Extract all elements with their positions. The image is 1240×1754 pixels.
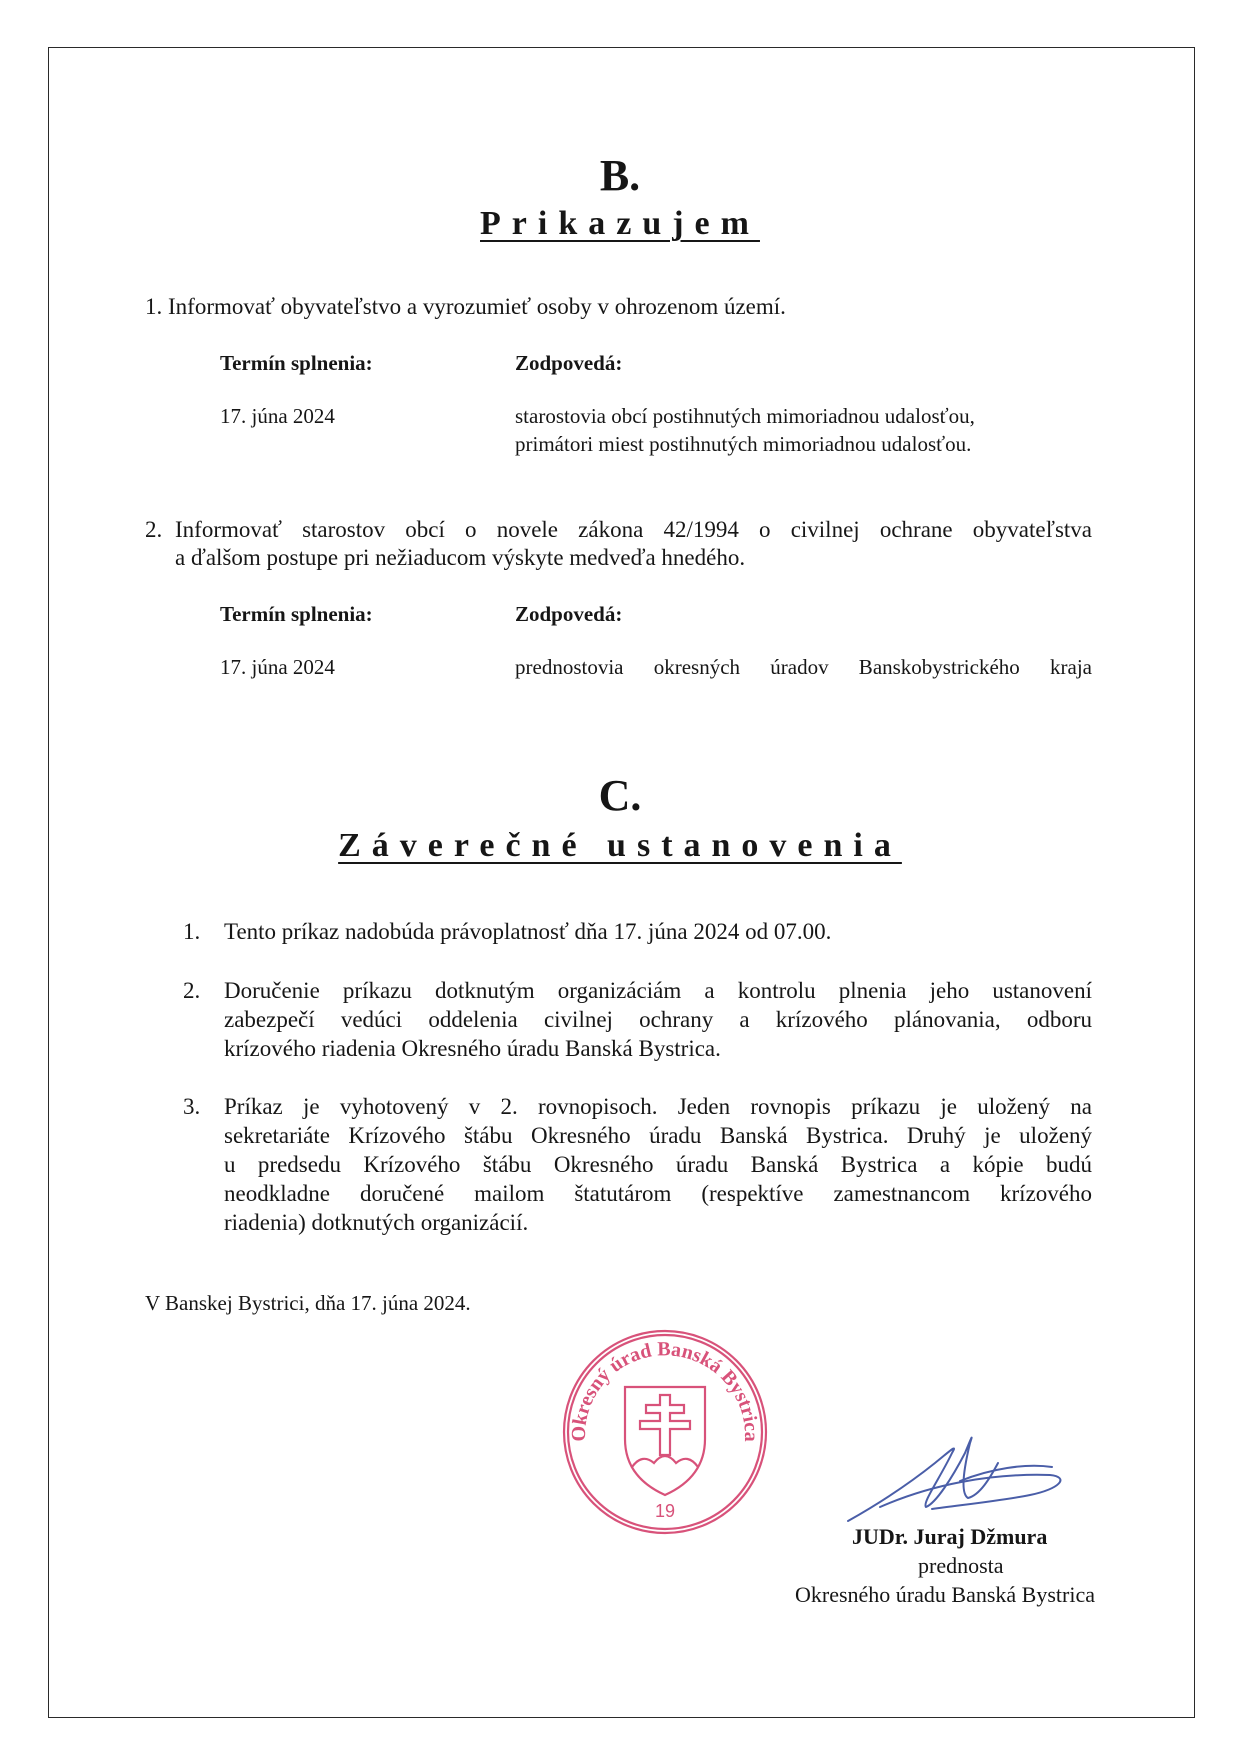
c-item-3-line-2: sekretariáte Krízového štábu Okresného úradu Banská Bystrica. Druhý je uložený xyxy=(224,1123,1092,1148)
b-item-1-responsible-line-2: primátori miest postihnutých mimoriadnou udalosťou. xyxy=(515,432,972,456)
c-item-3-number: 3. xyxy=(183,1094,201,1119)
b-item-1-deadline-label: Termín splnenia: xyxy=(220,351,373,375)
c-item-2-line-2: zabezpečí vedúci oddelenia civilnej ochrany a krízového plánovania, odboru xyxy=(224,1007,1092,1032)
place-date: V Banskej Bystrici, dňa 17. júna 2024. xyxy=(145,1291,471,1315)
b-item-2-responsible: prednostovia okresných úradov Banskobystrického kraja xyxy=(515,655,1092,679)
c-item-3-line-5: riadenia) dotknutých organizácií. xyxy=(224,1210,529,1235)
b-item-2-responsible-label: Zodpovedá: xyxy=(515,602,623,626)
c-item-3-line-4: neodkladne doručené mailom štatutárom (respektíve zamestnancom krízového xyxy=(224,1181,1092,1206)
b-item-1-responsible-line-1: starostovia obcí postihnutých mimoriadnou udalosťou, xyxy=(515,404,975,428)
svg-text:Okresný úrad Banská Bystrica xyxy=(568,1338,762,1442)
signatory-title: prednosta xyxy=(918,1553,1004,1578)
b-item-1-responsible-label: Zodpovedá: xyxy=(515,351,623,375)
c-item-3-line-3: u predsedu Krízového štábu Okresného úradu Banská Bystrica a kópie budú xyxy=(224,1152,1092,1177)
signatory-name: JUDr. Juraj Džmura xyxy=(852,1524,1048,1549)
b-item-2-deadline-label: Termín splnenia: xyxy=(220,602,373,626)
stamp-number: 19 xyxy=(654,1501,676,1521)
c-item-2-number: 2. xyxy=(183,978,201,1003)
section-b-title: Prikazujem xyxy=(480,205,760,242)
c-item-2-line-1: Doručenie príkazu dotknutým organizáciám a kontrolu plnenia jeho ustanovení xyxy=(224,978,1092,1003)
c-item-1-number: 1. xyxy=(183,919,201,944)
c-item-2-line-3: krízového riadenia Okresného úradu Banská Bystrica. xyxy=(224,1036,721,1061)
section-c-title: Záverečné ustanovenia xyxy=(338,827,902,864)
c-item-1-line-1: Tento príkaz nadobúda právoplatnosť dňa 17. júna 2024 od 07.00. xyxy=(224,919,832,944)
b-item-1-text: 1. Informovať obyvateľstvo a vyrozumieť osoby v ohrozenom území. xyxy=(145,294,786,319)
b-item-2-number: 2. xyxy=(145,517,163,542)
c-item-3-line-1: Príkaz je vyhotovený v 2. rovnopisoch. Jeden rovnopis príkazu je uložený na xyxy=(224,1094,1092,1119)
b-item-2-deadline: 17. júna 2024 xyxy=(220,655,335,679)
signatory-office: Okresného úradu Banská Bystrica xyxy=(795,1582,1095,1607)
section-b-letter: B. xyxy=(599,151,641,200)
official-stamp xyxy=(560,1327,770,1537)
section-c-letter: C. xyxy=(598,771,642,820)
b-item-1-deadline: 17. júna 2024 xyxy=(220,404,335,428)
b-item-2-text-line-2: a ďalšom postupe pri nežiaducom výskyte medveďa hnedého. xyxy=(175,545,746,570)
stamp-text: Okresný úrad Banská Bystrica xyxy=(567,1338,763,1442)
b-item-2-text-line-1: Informovať starostov obcí o novele zákona 42/1994 o civilnej ochrane obyvateľstva xyxy=(175,517,1092,542)
